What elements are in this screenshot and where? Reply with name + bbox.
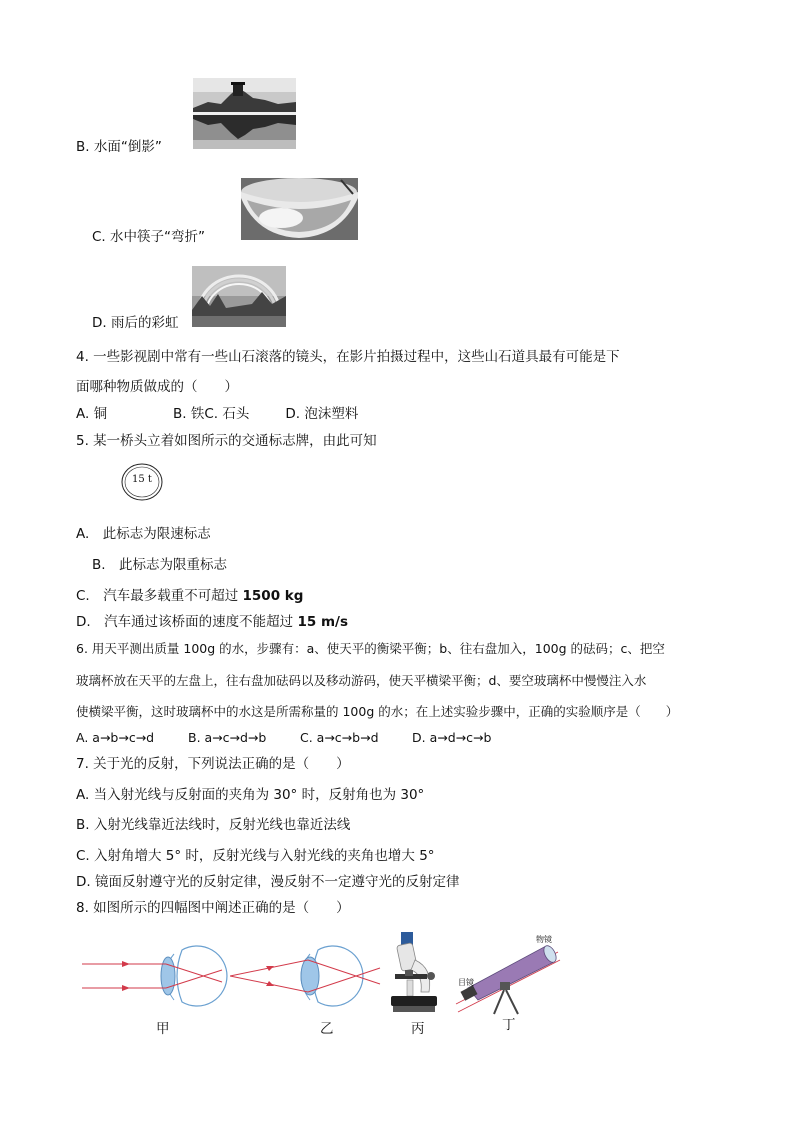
label-bing: 丙 xyxy=(411,1021,425,1037)
q7-option-c: C. 入射角增大 5° 时，反射光线与入射光线的夹角也增大 5° xyxy=(76,848,435,864)
q4-options xyxy=(76,405,358,423)
q5-option-d-value: 15 m/s xyxy=(297,614,349,630)
q6-option-a: A. a→b→c→d xyxy=(76,730,155,745)
label-jia: 甲 xyxy=(156,1021,170,1037)
q7-stem: 7. 关于光的反射，下列说法正确的是（ ） xyxy=(76,756,350,772)
q5-option-c-value: 1500 kg xyxy=(242,588,304,604)
q8-stem: 8. 如图所示的四幅图中阐述正确的是（ ） xyxy=(76,900,350,916)
q6-line2: 玻璃杯放在天平的左盘上，往右盘加砝码以及移动游码，使天平横梁平衡；d、要空玻璃杯中慢慢注入水 xyxy=(76,673,647,688)
q5-stem: 5. 某一桥头立着如图所示的交通标志牌，由此可知 xyxy=(76,433,377,449)
q4-stem-line1: 4. 一些影视剧中常有一些山石滚落的镜头，在影片拍摄过程中，这些山石道具最有可能是下 xyxy=(76,349,620,365)
microscope-diagram xyxy=(387,930,443,1016)
label-ding: 丁 xyxy=(502,1017,516,1033)
q5-option-d xyxy=(76,613,348,631)
q4-option-b: B. 铁 xyxy=(173,406,205,422)
eye-diagram-jia xyxy=(82,942,230,1010)
q5-option-b: B. 此标志为限重标志 xyxy=(92,557,228,573)
q6-option-d: D. a→d→c→b xyxy=(412,730,492,745)
q5-option-c-text: C. 汽车最多载重不可超过 xyxy=(76,588,243,604)
sign-text: 15 t xyxy=(132,474,152,485)
q6-options xyxy=(76,729,491,747)
q3-option-c: C. 水中筷子“弯折” xyxy=(92,229,205,245)
q7-option-b: B. 入射光线靠近法线时，反射光线也靠近法线 xyxy=(76,817,351,833)
q5-option-a: A. 此标志为限速标志 xyxy=(76,526,211,542)
q6-line3: 使横梁平衡，这时玻璃杯中的水这是所需称量的 100g 的水；在上述实验步骤中，正确的实验顺序是（ ） xyxy=(76,704,679,719)
rainbow-photo xyxy=(192,266,286,327)
q5-option-d-text: D. 汽车通过该桥面的速度不能超过 xyxy=(76,614,298,630)
q4-stem-line2: 面哪种物质做成的（ ） xyxy=(76,379,238,395)
eye-diagram-yi xyxy=(230,942,386,1010)
q7-option-a: A. 当入射光线与反射面的夹角为 30° 时，反射角也为 30° xyxy=(76,787,425,803)
q4-option-c: C. 石头 xyxy=(204,406,250,422)
reflection-photo xyxy=(193,78,296,149)
q7-option-d: D. 镜面反射遵守光的反射定律，漫反射不一定遵守光的反射定律 xyxy=(76,874,460,890)
q6-option-c: C. a→c→b→d xyxy=(300,730,379,745)
telescope-diagram xyxy=(448,930,568,1016)
q4-option-d: D. 泡沫塑料 xyxy=(285,406,359,422)
q4-option-a: A. 铜 xyxy=(76,406,108,422)
q3-option-d: D. 雨后的彩虹 xyxy=(92,315,179,331)
q3-option-b: B. 水面“倒影” xyxy=(76,139,162,155)
weight-limit-sign xyxy=(121,463,163,501)
eyepiece-label: 目镜 xyxy=(458,978,474,987)
q6-line1: 6. 用天平测出质量 100g 的水，步骤有：a、使天平的衡梁平衡；b、往右盘加入，100g 的砝码；c、把空 xyxy=(76,641,665,656)
q6-option-b: B. a→c→d→b xyxy=(188,730,267,745)
q5-option-c xyxy=(76,587,303,605)
label-yi: 乙 xyxy=(320,1021,334,1037)
chopstick-photo xyxy=(241,178,358,240)
objective-label: 物镜 xyxy=(536,935,552,944)
